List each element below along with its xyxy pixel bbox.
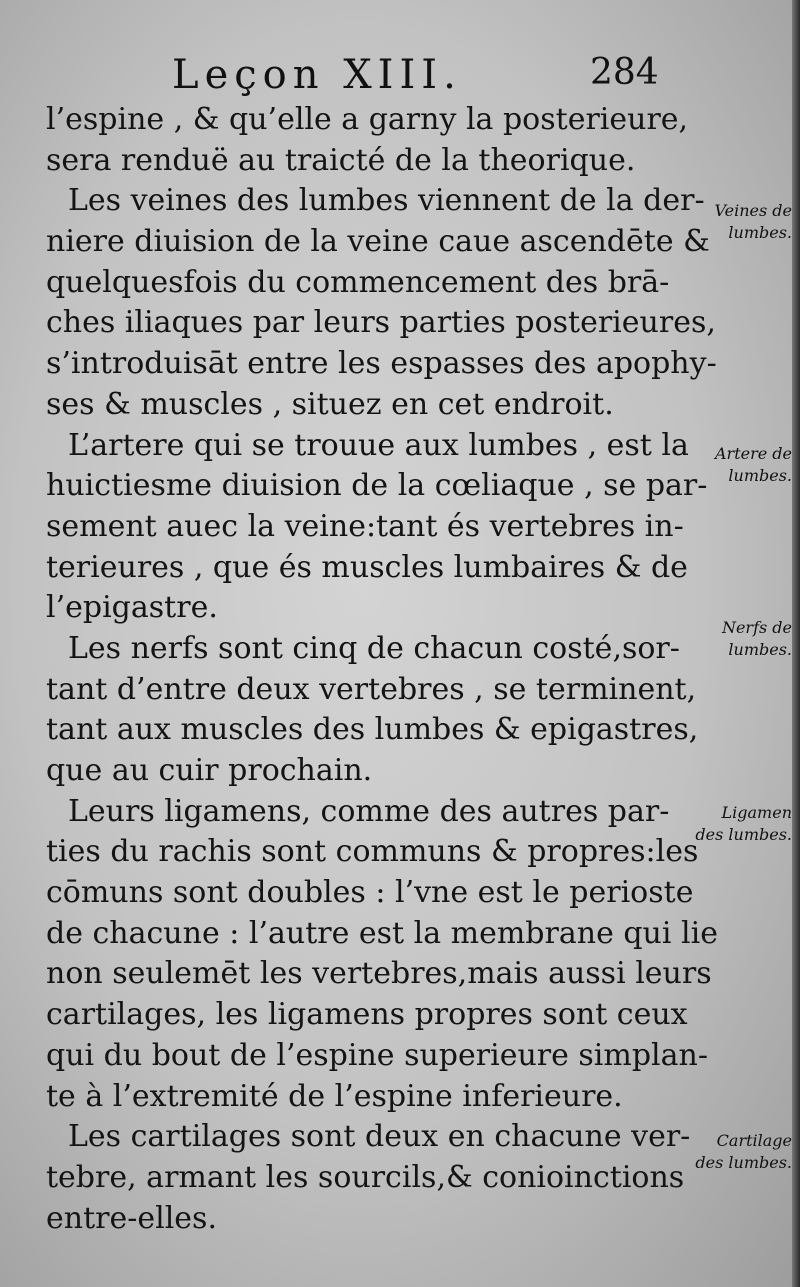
text-line: de chacune : l’autre est la membrane qui lie xyxy=(46,915,718,951)
text-line: s’introduisāt entre les espasses des apophy- xyxy=(46,346,717,382)
text-line: cōmuns sont doubles : l’vne est le perioste xyxy=(46,875,694,911)
page-header xyxy=(0,52,800,102)
text-line: sera renduë au traicté de la theorique. xyxy=(46,142,636,178)
text-line: cartilages, les ligamens propres sont ceux xyxy=(46,997,688,1033)
text-line: tant d’entre deux vertebres , se terminent, xyxy=(46,671,697,707)
margin-note-ligamens xyxy=(672,802,792,846)
margin-note-line: lumbes. xyxy=(728,466,792,485)
text-line: Les nerfs sont cinq de chacun costé,sor- xyxy=(68,630,680,666)
margin-note-line: des lumbes. xyxy=(695,825,792,844)
text-line: Leurs ligamens, comme des autres par- xyxy=(68,793,670,829)
body-text xyxy=(46,100,718,1239)
text-line: entre-elles. xyxy=(46,1200,217,1236)
text-line: que au cuir prochain. xyxy=(46,753,373,788)
text-line: te à l’extremité de l’espine inferieure. xyxy=(46,1078,623,1114)
text-line: ches iliaques par leurs parties posterieures, xyxy=(46,305,716,341)
text-line: L’artere qui se trouue aux lumbes , est la xyxy=(68,427,689,463)
margin-note-nerfs xyxy=(672,617,792,661)
page-gutter-edge xyxy=(792,0,800,1287)
margin-note-line: des lumbes. xyxy=(695,1153,792,1172)
text-line: sement auec la veine:tant és vertebres in- xyxy=(46,508,684,544)
running-title: Leçon XIII. xyxy=(172,52,462,98)
text-line: non seulemēt les vertebres,mais aussi leurs xyxy=(46,956,712,992)
text-line: ses & muscles , situez en cet endroit. xyxy=(46,386,614,422)
text-line: l’epigastre. xyxy=(46,590,218,626)
text-line: Les veines des lumbes viennent de la der- xyxy=(68,183,705,219)
margin-note-line: lumbes. xyxy=(728,223,792,242)
margin-note-line: Artere de xyxy=(714,444,792,463)
text-line: Les cartilages sont deux en chacune ver- xyxy=(68,1119,691,1155)
margin-note-line: Veines de xyxy=(714,201,792,220)
page-number: 284 xyxy=(590,52,659,93)
text-line: huictiesme diuision de la cœliaque , se par- xyxy=(46,468,708,504)
text-line: ties du rachis sont communs & propres:les xyxy=(46,834,699,870)
margin-note-cartilages xyxy=(672,1130,792,1174)
text-line: niere diuision de la veine caue ascendēte & xyxy=(46,224,710,260)
text-line: l’espine , & qu’elle a garny la posterieure, xyxy=(46,102,689,137)
margin-note-line: Cartilage xyxy=(716,1131,792,1150)
text-line: terieures , que és muscles lumbaires & de xyxy=(46,549,688,585)
margin-note-line: Ligamen xyxy=(721,803,792,822)
text-line: tebre, armant les sourcils,& conioinctions xyxy=(46,1159,685,1195)
text-line: tant aux muscles des lumbes & epigastres, xyxy=(46,712,699,748)
text-line: quelquesfois du commencement des brā- xyxy=(46,264,670,300)
margin-note-line: lumbes. xyxy=(728,640,792,659)
margin-note-veines xyxy=(672,200,792,244)
margin-note-line: Nerfs de xyxy=(721,618,792,637)
margin-note-artere xyxy=(672,443,792,487)
text-line: qui du bout de l’espine superieure simplan- xyxy=(46,1037,708,1073)
